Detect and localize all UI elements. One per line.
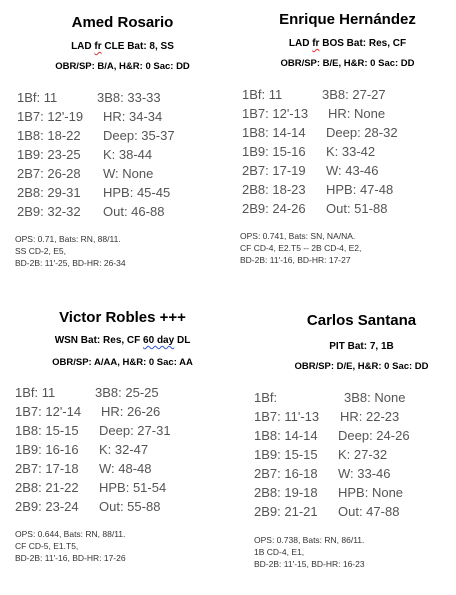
- table-row: 2B9: 24-26 Out: 51-88: [242, 201, 388, 216]
- player-name: Victor Robles +++: [59, 309, 186, 326]
- player-card-victor-robles: [15, 309, 230, 564]
- table-row: 1B8: 14-14 Deep: 28-32: [242, 125, 398, 140]
- table-row: 1B8: 15-15 Deep: 27-31: [15, 423, 171, 438]
- table-row: 1Bf: 11 3B8: 27-27: [242, 87, 386, 102]
- table-row: 1B7: 12'-14 HR: 26-26: [15, 404, 161, 419]
- table-row: 1B8: 18-22 Deep: 35-37: [17, 128, 175, 143]
- table-row: 1B9: 23-25 K: 38-44: [17, 147, 153, 162]
- table-row: 1Bf: 3B8: None: [254, 390, 406, 405]
- table-row: 2B8: 19-18 HPB: None: [254, 485, 404, 500]
- dl-marker: 60 day: [143, 335, 175, 346]
- table-row: 2B8: 21-22 HPB: 51-54: [15, 480, 167, 495]
- obr-line: OBR/SP: D/E, H&R: 0 Sac: DD: [294, 361, 429, 372]
- result-table: [254, 388, 456, 521]
- result-table: [240, 85, 455, 218]
- player-card-amed-rosario: [15, 14, 230, 269]
- player-name: Amed Rosario: [71, 14, 174, 31]
- player-card-carlos-santana: [254, 312, 456, 570]
- team-line: WSN Bat: Res, CF 60 day DL: [54, 335, 191, 346]
- team-line: LAD fr CLE Bat: 8, SS: [71, 41, 174, 52]
- table-row: 2B8: 18-23 HPB: 47-48: [242, 182, 394, 197]
- obr-line: OBR/SP: B/A, H&R: 0 Sac: DD: [55, 61, 190, 72]
- table-row: 1B7: 12'-13 HR: None: [242, 106, 386, 121]
- table-row: 1B9: 16-16 K: 32-47: [15, 442, 149, 457]
- table-row: 1Bf: 11 3B8: 25-25: [15, 385, 159, 400]
- table-row: 2B7: 26-28 W: None: [17, 166, 154, 181]
- table-row: 1B7: 11'-13 HR: 22-23: [254, 409, 400, 424]
- table-row: 1B7: 12'-19 HR: 34-34: [17, 109, 163, 124]
- table-row: 1B9: 15-15 K: 27-32: [254, 447, 388, 462]
- table-row: 2B7: 17-18 W: 48-48: [15, 461, 152, 476]
- table-row: 2B8: 29-31 HPB: 45-45: [17, 185, 171, 200]
- player-name: Enrique Hernández: [279, 11, 416, 28]
- table-row: 2B7: 17-19 W: 43-46: [242, 163, 379, 178]
- notes: OPS: 0.741, Bats: SN, NA/NA. CF CD-4, E2.T5 -- 2B CD-4, E2, BD-2B: 11'-16, BD-HR: 17-27: [240, 231, 362, 265]
- trade-marker: fr: [312, 38, 320, 49]
- table-row: 2B9: 23-24 Out: 55-88: [15, 499, 161, 514]
- result-table: [15, 88, 230, 221]
- table-row: 1B9: 15-16 K: 33-42: [242, 144, 376, 159]
- team-line: LAD fr BOS Bat: Res, CF: [288, 38, 407, 49]
- table-row: 2B9: 21-21 Out: 47-88: [254, 504, 400, 519]
- table-row: 1B8: 14-14 Deep: 24-26: [254, 428, 410, 443]
- player-name: Carlos Santana: [306, 312, 417, 329]
- notes: OPS: 0.71, Bats: RN, 88/11. SS CD-2, E5, BD-2B: 11'-25, BD-HR: 26-34: [15, 234, 126, 268]
- obr-line: OBR/SP: B/E, H&R: 0 Sac: DD: [280, 58, 415, 69]
- table-row: 2B9: 32-32 Out: 46-88: [17, 204, 165, 219]
- table-row: 2B7: 16-18 W: 33-46: [254, 466, 391, 481]
- trade-marker: fr: [94, 41, 102, 52]
- team-line: PIT Bat: 7, 1B: [329, 341, 394, 352]
- result-table: [15, 383, 230, 516]
- notes: OPS: 0.644, Bats: RN, 88/11. CF CD-5, E1.T5, BD-2B: 11'-16, BD-HR: 17-26: [15, 529, 126, 563]
- obr-line: OBR/SP: A/AA, H&R: 0 Sac: AA: [52, 357, 193, 368]
- player-card-enrique-hernandez: [240, 11, 455, 266]
- notes: OPS: 0.738, Bats: RN, 86/11. 1B CD-4, E1, BD-2B: 11'-15, BD-HR: 16-23: [254, 535, 365, 569]
- table-row: 1Bf: 11 3B8: 33-33: [17, 90, 161, 105]
